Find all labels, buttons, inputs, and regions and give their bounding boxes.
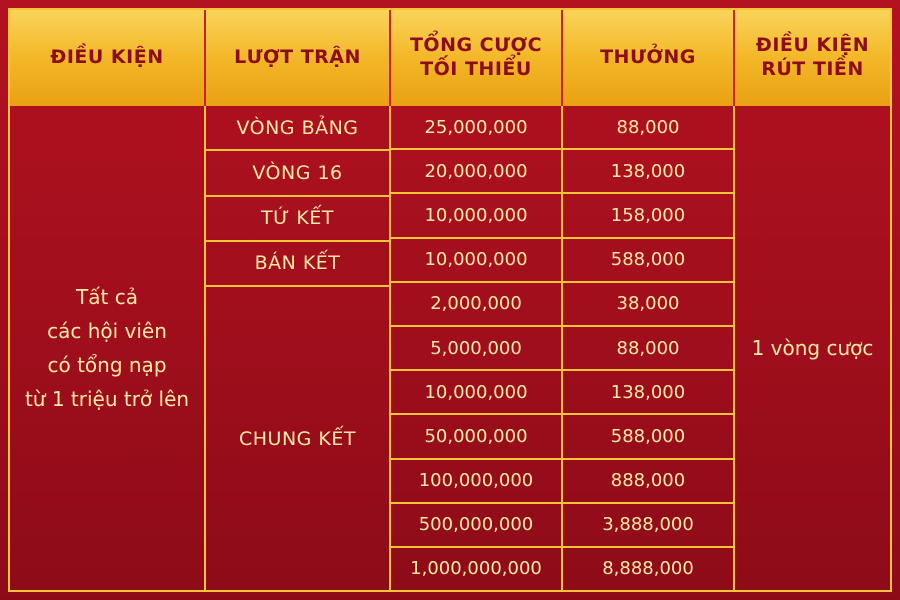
header-min-bet-line1: TỔNG CƯỢC [409, 34, 543, 57]
cell-bonus: 888,000 [610, 470, 686, 492]
condition-line-3: có tổng nạp [47, 353, 167, 377]
table-row [391, 327, 733, 371]
stage-cell-quarterfinal [206, 197, 389, 242]
cell-min-bet: 1,000,000,000 [391, 548, 563, 590]
cell-min-bet: 100,000,000 [391, 460, 563, 502]
header-withdraw-line2: RÚT TIỀN [761, 58, 864, 80]
header-withdraw-line1: ĐIỀU KIỆN [755, 34, 870, 57]
header-match-round-label: LƯỢT TRẬN [234, 46, 361, 69]
table-body [10, 106, 890, 590]
stage-label: TỨ KẾT [260, 207, 335, 230]
header-cell-min-bet [391, 10, 563, 106]
table-header-row [10, 10, 890, 106]
table-row [391, 106, 733, 150]
cell-bonus: 88,000 [616, 337, 680, 359]
promotion-table [8, 8, 892, 592]
header-condition-label: ĐIỀU KIỆN [50, 46, 164, 69]
table-row [391, 415, 733, 459]
cell-min-bet: 500,000,000 [391, 504, 563, 546]
cell-min-bet: 2,000,000 [391, 283, 563, 325]
stage-cell-final [206, 287, 389, 590]
cell-bonus: 588,000 [610, 249, 686, 271]
header-min-bet-line2: TỐI THIỂU [420, 58, 532, 80]
cell-bonus: 38,000 [616, 293, 680, 315]
cell-min-bet: 10,000,000 [391, 239, 563, 281]
cell-withdraw-condition [735, 106, 890, 590]
cell-min-bet: 10,000,000 [391, 371, 563, 413]
stage-label: BÁN KẾT [254, 252, 341, 275]
cell-min-bet: 20,000,000 [391, 150, 563, 192]
table-row [391, 371, 733, 415]
header-cell-withdraw-condition [735, 10, 890, 106]
cell-condition-text [10, 106, 206, 590]
cell-min-bet: 25,000,000 [391, 106, 563, 148]
cell-bonus: 138,000 [610, 381, 686, 403]
cell-bonus: 3,888,000 [602, 514, 694, 536]
condition-line-2: các hội viên [47, 319, 167, 343]
stage-label: VÒNG BẢNG [236, 116, 359, 139]
cell-min-bet: 5,000,000 [391, 327, 563, 369]
cell-min-bet: 50,000,000 [391, 415, 563, 457]
table-row [391, 150, 733, 194]
cell-min-bet: 10,000,000 [391, 194, 563, 236]
header-bonus-label: THƯỞNG [600, 46, 696, 69]
amounts-column [391, 106, 733, 590]
table-row [391, 239, 733, 283]
cell-bonus: 8,888,000 [602, 558, 694, 580]
stage-label: VÒNG 16 [252, 161, 343, 184]
stage-cell-semifinal [206, 242, 389, 287]
stage-cell-round16 [206, 151, 389, 196]
cell-bonus: 158,000 [610, 204, 686, 226]
header-cell-condition [10, 10, 206, 106]
table-row [391, 504, 733, 548]
table-row [391, 194, 733, 238]
table-middle-section [206, 106, 735, 590]
condition-line-1: Tất cả [76, 285, 138, 309]
condition-line-4: từ 1 triệu trở lên [24, 387, 190, 411]
header-cell-bonus [563, 10, 735, 106]
cell-bonus: 88,000 [616, 116, 680, 138]
cell-bonus: 588,000 [610, 425, 686, 447]
stage-column [206, 106, 391, 590]
stage-cell-group [206, 106, 389, 151]
cell-bonus: 138,000 [610, 160, 686, 182]
table-row [391, 460, 733, 504]
table-row [391, 283, 733, 327]
withdraw-condition-text: 1 vòng cược [751, 336, 874, 360]
table-row [391, 548, 733, 590]
header-cell-match-round [206, 10, 391, 106]
stage-label: CHUNG KẾT [238, 427, 356, 450]
